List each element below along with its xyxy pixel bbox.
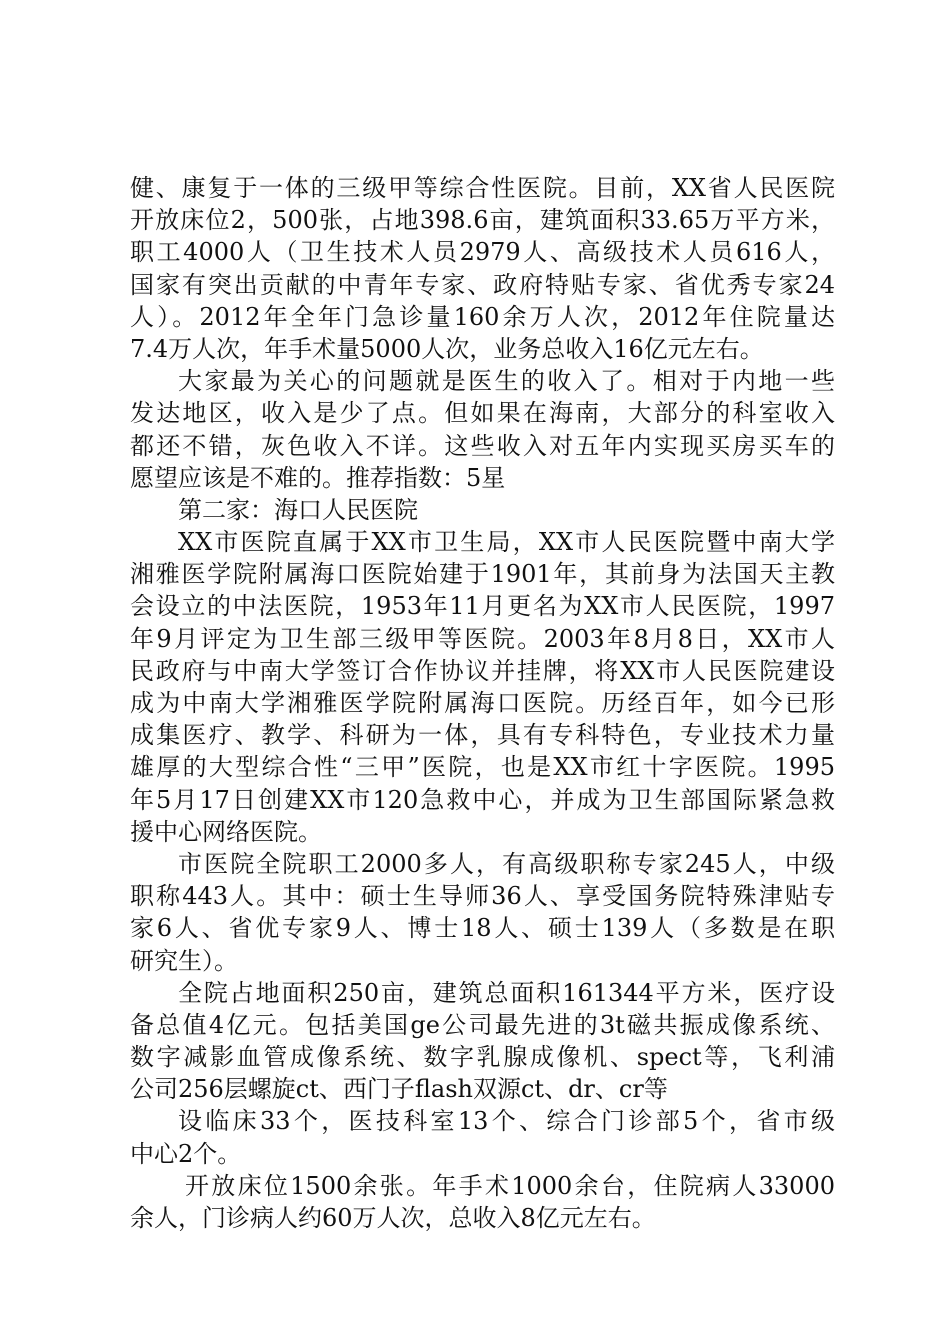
paragraph-first-line: 全院占地面积250亩，建筑总面积161344平方米，医疗设: [178, 978, 835, 1007]
text-line: 发达地区，收入是少了点。但如果在海南，大部分的科室收入: [130, 399, 835, 428]
paragraph-first-line: 市医院全院职工2000多人，有高级职称专家245人，中级: [178, 849, 835, 878]
text-line: 家6人、省优专家9人、博士18人、硕士139人（多数是在职: [130, 914, 835, 943]
text-line: 年5月17日创建XX市120急救中心，并成为卫生部国际紧急救: [130, 785, 835, 814]
text-line: 年9月评定为卫生部三级甲等医院。2003年8月8日，XX市人: [130, 624, 835, 653]
document-body: [130, 172, 835, 1234]
text-line: 备总值4亿元。包括美国ge公司最先进的3t磁共振成像系统、: [130, 1010, 835, 1039]
text-line: 都还不错，灰色收入不详。这些收入对五年内实现买房买车的: [130, 431, 835, 460]
text-line: 湘雅医学院附属海口医院始建于1901年，其前身为法国天主教: [130, 560, 835, 589]
text-line: 成集医疗、教学、科研为一体，具有专科特色，专业技术力量: [130, 721, 835, 750]
text-line: 国家有突出贡献的中青年专家、政府特贴专家、省优秀专家24: [130, 270, 835, 299]
paragraph-first-line: 开放床位1500余张。年手术1000余台，住院病人33000: [185, 1171, 835, 1200]
text-line: 愿望应该是不难的。推荐指数：5星: [130, 463, 506, 492]
text-line: 职称443人。其中：硕士生导师36人、享受国务院特殊津贴专: [130, 882, 835, 911]
text-line: 7.4万人次，年手术量5000人次，业务总收入16亿元左右。: [130, 334, 764, 363]
text-line: 数字减影血管成像系统、数字乳腺成像机、spect等，飞利浦: [130, 1043, 835, 1072]
text-line: 开放床位2，500张，占地398.6亩，建筑面积33.65万平方米，: [130, 206, 835, 235]
text-line: 健、康复于一体的三级甲等综合性医院。目前，XX省人民医院: [130, 174, 835, 202]
text-line: 研究生）。: [130, 946, 238, 975]
text-line: 成为中南大学湘雅医学院附属海口医院。历经百年，如今已形: [130, 689, 835, 717]
section-heading: 第二家：海口人民医院: [178, 495, 418, 524]
paragraph-first-line: XX市医院直属于XX市卫生局，XX市人民医院暨中南大学: [178, 528, 835, 557]
paragraph-first-line: 设临床33个，医技科室13个、综合门诊部5个，省市级: [178, 1107, 835, 1136]
text-line: 民政府与中南大学签订合作协议并挂牌，将XX市人民医院建设: [130, 656, 835, 685]
text-line: 援中心网络医院。: [130, 817, 322, 846]
text-line: 会设立的中法医院，1953年11月更名为XX市人民医院，1997: [130, 592, 835, 621]
text-line: 人）。2012年全年门急诊量160余万人次，2012年住院量达: [130, 302, 835, 331]
text-line: 雄厚的大型综合性“三甲”医院，也是XX市红十字医院。1995: [130, 753, 835, 782]
text-line: 职工4000人（卫生技术人员2979人、高级技术人员616人，: [130, 238, 835, 267]
text-line: 中心2个。: [130, 1139, 242, 1168]
paragraph-first-line: 大家最为关心的问题就是医生的收入了。相对于内地一些: [178, 367, 835, 396]
text-line: 余人，门诊病人约60万人次，总收入8亿元左右。: [130, 1204, 656, 1232]
text-line: 公司256层螺旋ct、西门子flash双源ct、dr、cr等: [130, 1075, 668, 1104]
